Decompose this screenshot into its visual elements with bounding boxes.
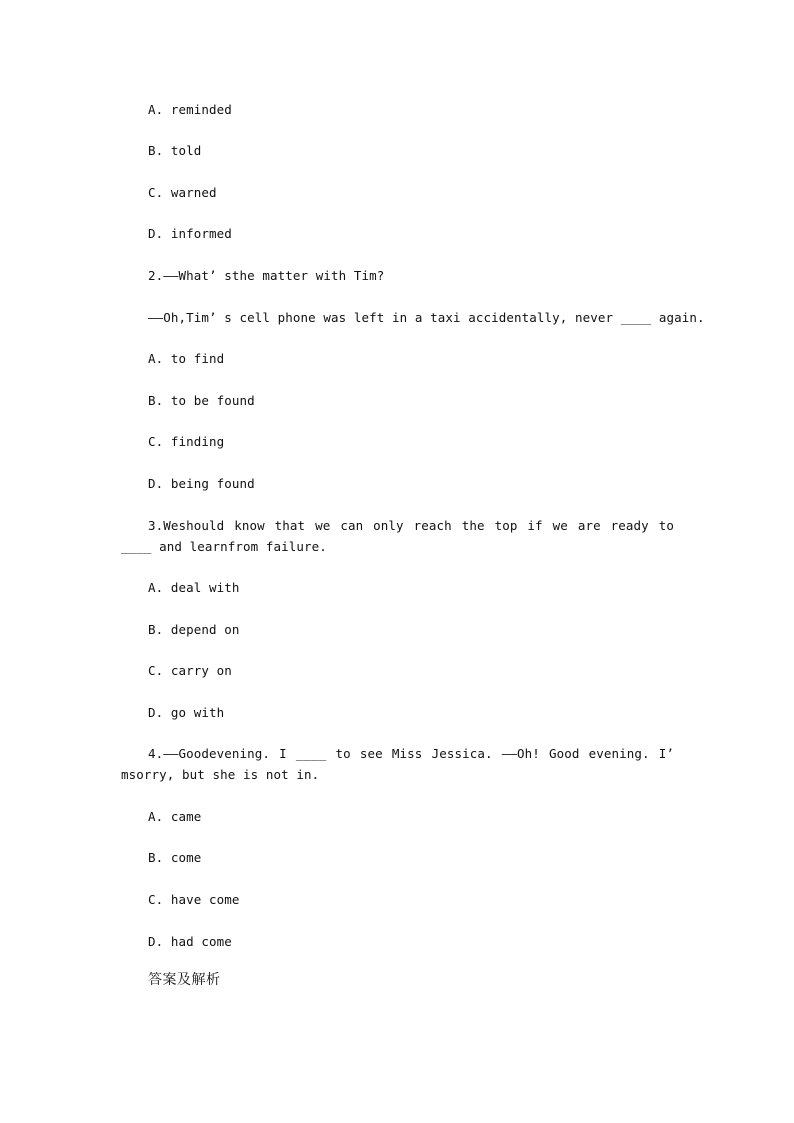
q4-option-b: B. come: [148, 850, 202, 865]
q1-option-b: B. told: [148, 143, 202, 158]
q2-option-b: B. to be found: [148, 393, 255, 408]
q2-option-a: A. to find: [148, 351, 225, 366]
q4-option-a: A. came: [148, 809, 202, 824]
q4-option-c: C. have come: [148, 892, 240, 907]
q3-stem: 3.Weshould know that we can only reach the top if we are ready to ____ and learnfrom failure.: [121, 518, 674, 554]
q1-option-d: D. informed: [148, 226, 232, 241]
answer-heading: 答案及解析: [148, 972, 221, 988]
q2-reply: ——Oh,Tim’ s cell phone was left in a taxi accidentally, never ____ again.: [148, 310, 705, 325]
q1-option-a: A. reminded: [148, 102, 232, 117]
q4-option-d: D. had come: [148, 934, 232, 949]
q3-option-a: A. deal with: [148, 580, 240, 595]
q2-stem: 2.——What’ sthe matter with Tim?: [148, 268, 385, 283]
q3-option-b: B. depend on: [148, 622, 240, 637]
q1-option-c: C. warned: [148, 185, 217, 200]
q4-stem: 4.——Goodevening. I ____ to see Miss Jessica. ——Oh! Good evening. I’ msorry, but she is not in.: [121, 746, 674, 782]
q3-option-d: D. go with: [148, 705, 225, 720]
q2-option-c: C. finding: [148, 434, 225, 449]
q3-option-c: C. carry on: [148, 663, 232, 678]
q2-option-d: D. being found: [148, 476, 255, 491]
